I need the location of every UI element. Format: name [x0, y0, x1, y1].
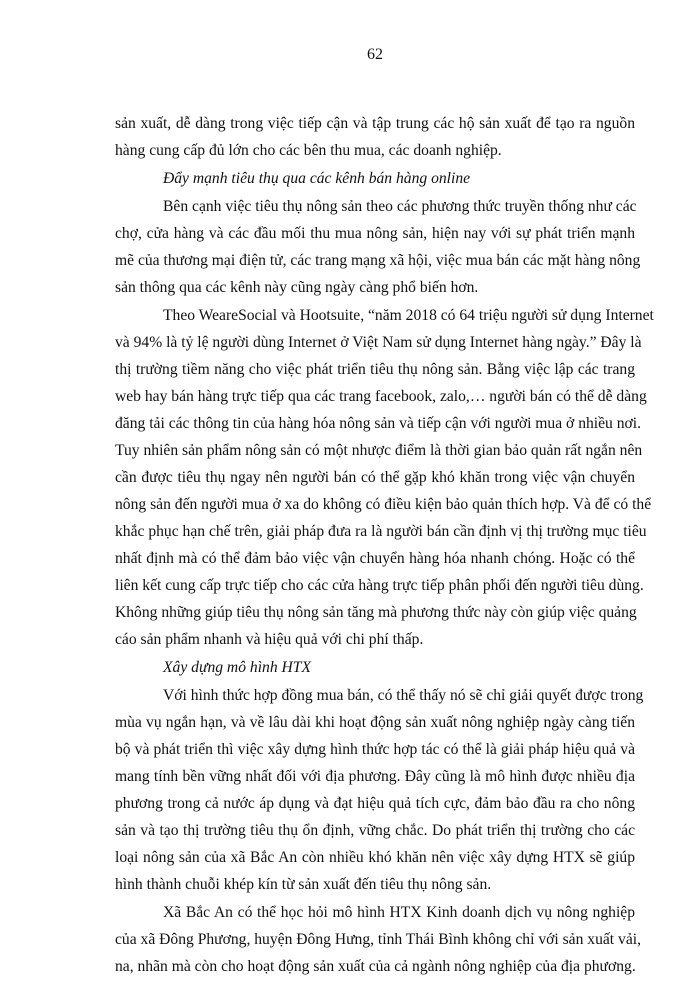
text-line: hình thành chuỗi khép kín từ sản xuất đến tiêu thụ nông sản.: [115, 876, 492, 893]
section-heading: [115, 654, 635, 681]
text-line: Xây dựng mô hình HTX: [163, 659, 311, 676]
text-line: Bên cạnh việc tiêu thụ nông sản theo các phương thức truyền thống như các: [163, 198, 637, 215]
text-line: phương trong cả nước áp dụng và đạt hiệu quả tích cực, đảm bảo đầu ra cho nông: [115, 795, 635, 812]
text-line: thị trường tiềm năng cho việc phát triển tiêu thụ nông sản. Bằng việc lập các trang: [115, 361, 635, 378]
text-line: đăng tải các thông tin của hàng hóa nông sản và tiếp cận với người mua ở nhiều nơi.: [115, 415, 642, 432]
text-line: Không những giúp tiêu thụ nông sản tăng mà phương thức này còn giúp việc quảng: [115, 604, 637, 621]
text-line: nông sản đến người mua ở xa do không có điều kiện bảo quản thích hợp. Và để có thể: [115, 496, 652, 513]
text-line: cần được tiêu thụ ngay nên người bán có thể gặp khó khăn trong việc vận chuyển: [115, 469, 635, 486]
text-line: sản và tạo thị trường tiêu thụ ổn định, vững chắc. Do phát triển thị trường cho các: [115, 822, 635, 839]
text-line: Tuy nhiên sản phẩm nông sản có một nhược điểm là thời gian bảo quản rất ngắn nên: [115, 442, 643, 459]
text-line: và 94% là tỷ lệ người dùng Internet ở Việt Nam sử dụng Internet hàng ngày.” Đây là: [115, 334, 642, 351]
text-line: nhất định mà có thể đảm bảo việc vận chuyển hàng hóa nhanh chóng. Hoặc có thể: [115, 550, 635, 567]
text-line: Xã Bắc An có thể học hỏi mô hình HTX Kinh doanh dịch vụ nông nghiệp: [163, 904, 635, 921]
paragraph: [115, 682, 644, 898]
text-line: chợ, cửa hàng và các đầu mối thu mua nông sản, hiện nay với sự phát triển mạnh: [115, 225, 635, 242]
text-line: cáo sản phẩm nhanh và hiệu quả với chi phí thấp.: [115, 631, 424, 648]
section-heading: [115, 165, 635, 192]
text-line: na, nhãn mà còn cho hoạt động sản xuất của cả ngành nông nghiệp của địa phương.: [115, 958, 636, 975]
paragraph: [115, 110, 635, 164]
text-line: mẽ của thương mại điện tử, các trang mạng xã hội, việc mua bán các mặt hàng nông: [115, 252, 641, 269]
text-line: Theo WeareSocial và Hootsuite, “năm 2018 có 64 triệu người sử dụng Internet: [163, 307, 654, 324]
text-line: của xã Đông Phương, huyện Đông Hưng, tỉnh Thái Bình không chỉ với sản xuất vải,: [115, 931, 641, 948]
text-line: sản xuất, dễ dàng trong việc tiếp cận và tập trung các hộ sản xuất để tạo ra nguồn: [115, 115, 635, 132]
text-line: mang tính bền vững nhất đối với địa phương. Đây cũng là mô hình được nhiều địa: [115, 768, 635, 785]
paragraph: [115, 193, 641, 301]
text-line: web hay bán hàng trực tiếp qua các trang facebook, zalo,… người bán có thể dễ dàng: [115, 388, 647, 405]
text-line: loại nông sản của xã Bắc An còn nhiều khó khăn nên việc xây dựng HTX sẽ giúp: [115, 849, 635, 866]
text-line: Với hình thức hợp đồng mua bán, có thể thấy nó sẽ chỉ giải quyết được trong: [163, 687, 644, 704]
text-line: mùa vụ ngắn hạn, và về lâu dài khi hoạt động sản xuất nông nghiệp ngày càng tiến: [115, 714, 635, 731]
paragraph: [115, 302, 654, 653]
text-line: sản thông qua các kênh này cũng ngày càng phổ biến hơn.: [115, 279, 479, 296]
page-number: 62: [367, 46, 383, 63]
text-line: bộ và phát triển thì việc xây dựng hình thức hợp tác có thể là giải pháp hiệu quả và: [115, 741, 635, 758]
paragraph: [115, 899, 641, 980]
document-body: [115, 110, 654, 981]
text-line: khắc phục hạn chế trên, giải pháp đưa ra là người bán cần định vị thị trường mục tiêu: [115, 523, 647, 540]
text-line: hàng cung cấp đủ lớn cho các bên thu mua, các doanh nghiệp.: [115, 142, 502, 159]
text-line: liên kết cung cấp trực tiếp cho các cửa hàng trực tiếp phân phối đến người tiêu dùng.: [115, 577, 644, 594]
text-line: Đẩy mạnh tiêu thụ qua các kênh bán hàng online: [163, 170, 471, 187]
